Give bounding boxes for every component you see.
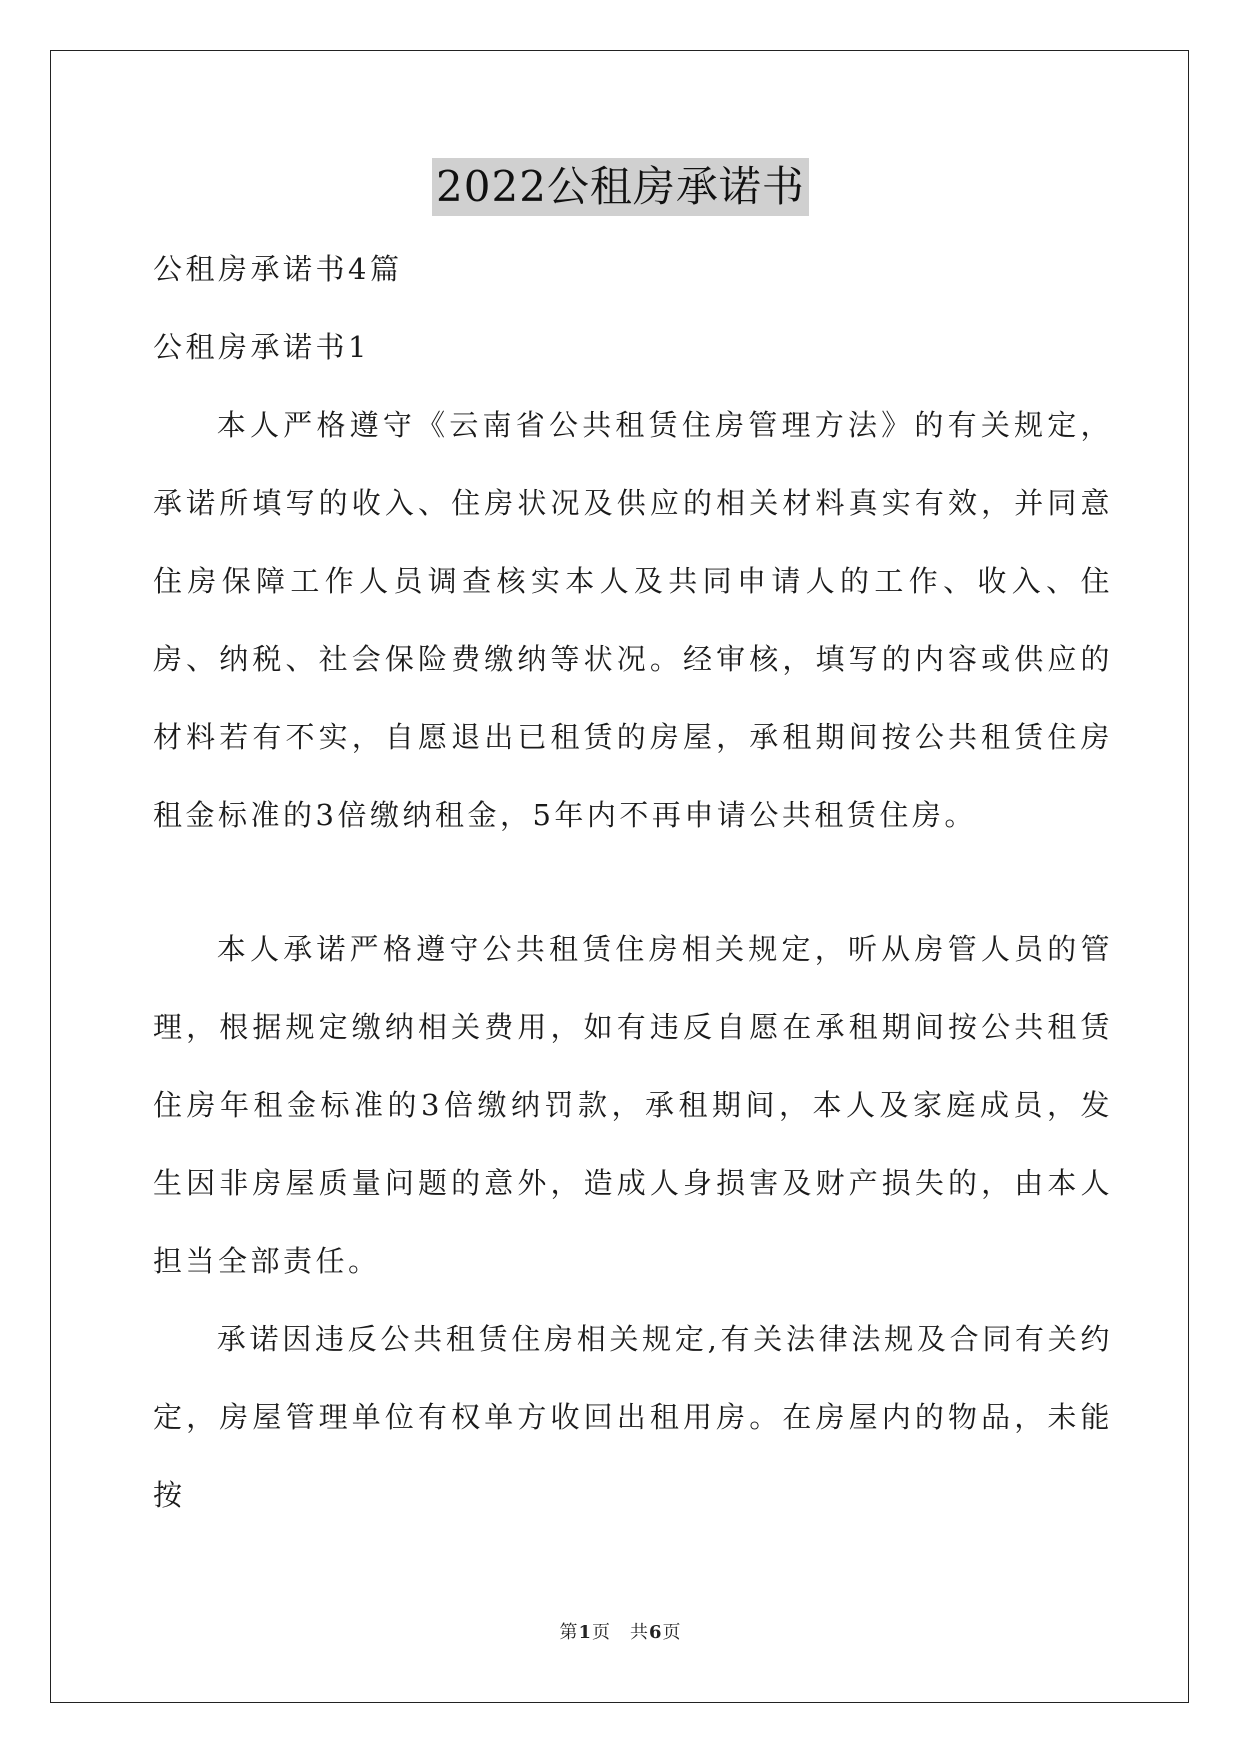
title-container — [0, 158, 1241, 216]
paragraph-1 — [153, 386, 1113, 854]
paragraph-text: 本人严格遵守《云南省公共租赁住房管理方法》的有关规定，承诺所填写的收入、住房状况及供应的相关材料真实有效，并同意住房保障工作人员调查核实本人及共同申请人的工作、收入、住房、纳税、社会保险费缴纳等状况。经审核，填写的内容或供应的材料若有不实，自愿退出已租赁的房屋，承租期间按公共租赁住房租金标准的3倍缴纳租金，5年内不再申请公共租赁住房。 — [153, 408, 1113, 832]
section-heading: 公租房承诺书1 — [153, 330, 370, 364]
document-title: 2022公租房承诺书 — [432, 158, 809, 216]
footer-page-number: 1 — [578, 1622, 592, 1643]
document-subtitle: 公租房承诺书4篇 — [153, 252, 403, 286]
paragraph-3 — [153, 1300, 1113, 1534]
paragraph-gap — [153, 854, 1113, 910]
footer-suffix: 页 — [662, 1622, 682, 1643]
paragraph-2 — [153, 910, 1113, 1300]
footer-mid: 页 共 — [592, 1622, 649, 1643]
document-body — [153, 230, 1113, 1534]
paragraph-text: 本人承诺严格遵守公共租赁住房相关规定，听从房管人员的管理，根据规定缴纳相关费用，如有违反自愿在承租期间按公共租赁住房年租金标准的3倍缴纳罚款，承租期间，本人及家庭成员，发生因非房屋质量问题的意外，造成人身损害及财产损失的，由本人担当全部责任。 — [153, 932, 1113, 1278]
page-footer — [0, 1618, 1241, 1644]
footer-prefix: 第 — [559, 1622, 579, 1643]
footer-page-total: 6 — [649, 1622, 663, 1643]
paragraph-text: 承诺因违反公共租赁住房相关规定,有关法律法规及合同有关约定，房屋管理单位有权单方收回出租用房。在房屋内的物品，未能按 — [153, 1322, 1113, 1512]
